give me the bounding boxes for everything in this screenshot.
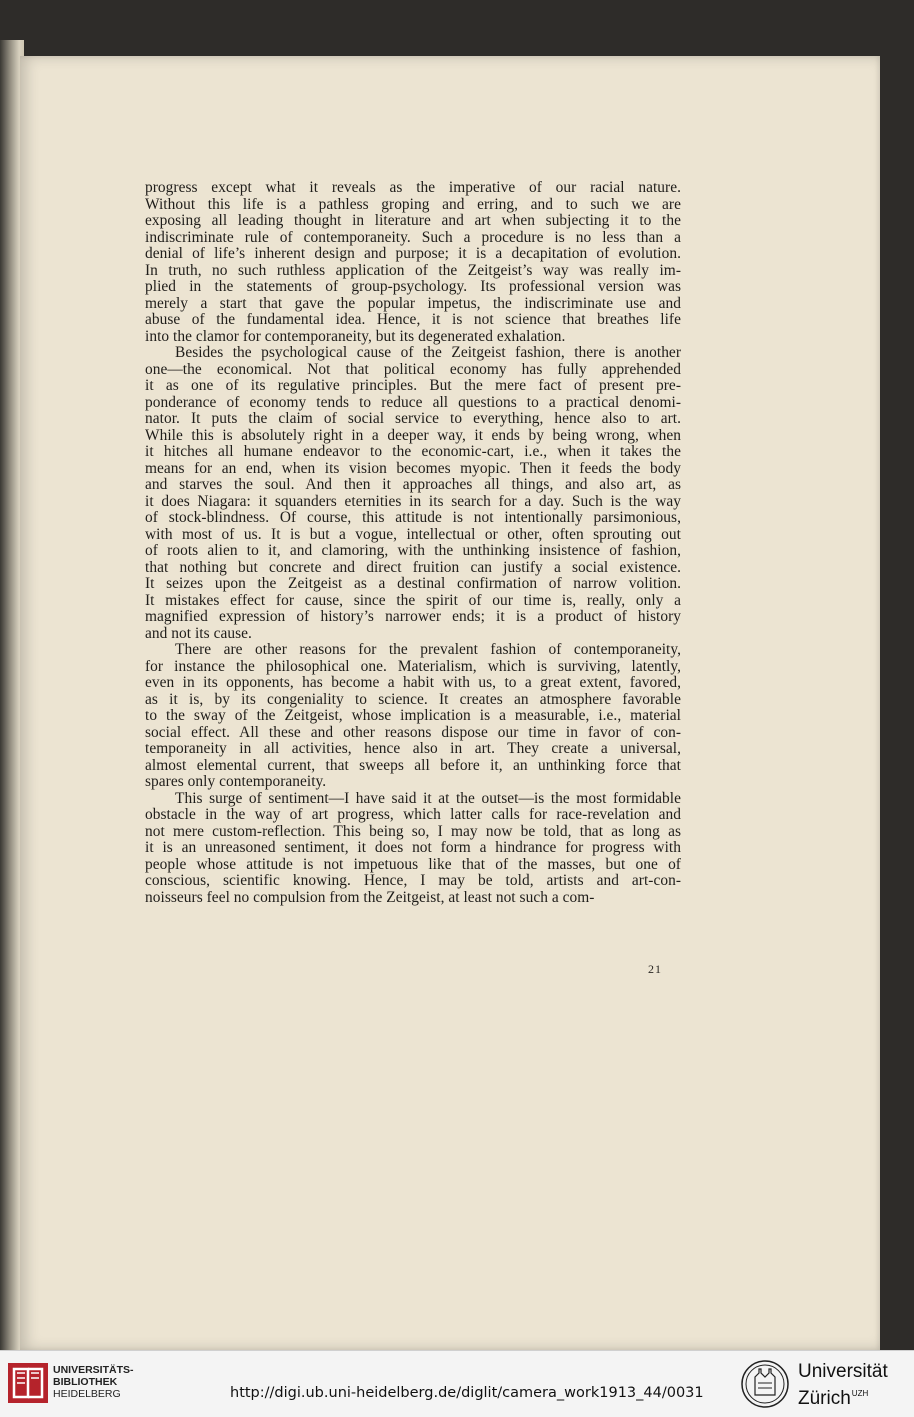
text-line: exposing all leading thought in literature and art when subjecting it to the xyxy=(145,212,681,229)
text-line: magnified expression of history’s narrower ends; it is a product of history xyxy=(145,608,681,625)
text-line: it does Niagara: it squanders eternities in its search for a day. Such is the way xyxy=(145,492,681,510)
text-line: almost elemental current, that sweeps all before it, an unthinking force that xyxy=(145,756,681,774)
text-line: social effect. All these and other reasons dispose our time in favor of con- xyxy=(145,723,681,741)
text-line: with most of us. It is but a vogue, intellectual or other, often sprouting out xyxy=(145,525,681,543)
text-line: conscious, scientific knowing. Hence, I may be told, artists and art-con- xyxy=(145,872,681,889)
text-line: There are other reasons for the prevalent fashion of contemporaneity, xyxy=(175,641,681,658)
text-line: people whose attitude is not impetuous like that of the masses, but one of xyxy=(145,855,681,873)
text-line: progress except what it reveals as the imperative of our racial nature. xyxy=(145,179,681,196)
text-line: abuse of the fundamental idea. Hence, it is not science that breathes life xyxy=(145,311,681,328)
text-line: ponderance of economy tends to reduce all questions to a practical denomi- xyxy=(145,393,681,411)
text-line: It seizes upon the Zeitgeist as a destinal confirmation of narrow volition. xyxy=(145,575,681,592)
uzh-name-line2 xyxy=(798,1383,888,1410)
body-text xyxy=(145,180,681,906)
text-line: It mistakes effect for cause, since the spirit of our time is, really, only a xyxy=(145,591,681,609)
book-page xyxy=(20,56,880,1350)
text-line: spares only contemporaneity. xyxy=(145,773,327,790)
text-line: means for an end, when its vision becomes myopic. Then it feeds the body xyxy=(145,459,681,477)
text-line: of roots alien to it, and clamoring, with the unthinking insistence of fashion, xyxy=(145,542,681,559)
text-line: into the clamor for contemporaneity, but its degenerated exhalation. xyxy=(145,327,566,345)
text-line: to the sway of the Zeitgeist, whose implication is a measurable, i.e., material xyxy=(145,707,681,724)
text-line: even in its opponents, has become a habit with us, to a great extent, favored, xyxy=(145,674,681,691)
ub-name-line2: BIBLIOTHEK xyxy=(53,1376,118,1388)
uzh-name-line1: Universität xyxy=(798,1361,888,1382)
text-line: and starves the soul. And then it approaches all things, and also art, as xyxy=(145,476,681,493)
ub-city: HEIDELBERG xyxy=(53,1388,121,1400)
uzh-abbrev: UZH xyxy=(851,1389,869,1398)
uzh-wordmark[interactable] xyxy=(798,1361,888,1410)
ub-name-line1: UNIVERSITÄTS- xyxy=(53,1364,134,1376)
text-line: indiscriminate rule of contemporaneity. Such a procedure is no less than a xyxy=(145,228,681,246)
text-line: of stock-blindness. Of course, this attitude is not intentionally parsimonious, xyxy=(145,509,681,526)
text-line: it as one of its regulative principles. But the mere fact of present pre- xyxy=(145,377,681,394)
text-line: temporaneity in all activities, hence also in art. They create a universal, xyxy=(145,740,681,757)
text-line: one—the economical. Not that political economy has fully apprehended xyxy=(145,360,681,378)
ub-heidelberg-logo-icon[interactable] xyxy=(8,1363,48,1403)
uzh-city: Zürich xyxy=(798,1388,851,1409)
text-line: noisseurs feel no compulsion from the Zeitgeist, at least not such a com- xyxy=(145,888,595,906)
text-line: and not its cause. xyxy=(145,624,252,642)
viewer-footer xyxy=(0,1350,914,1417)
permalink-url[interactable]: http://digi.ub.uni-heidelberg.de/diglit/camera_work1913_44/0031 xyxy=(230,1385,704,1401)
text-line: merely a start that gave the popular impetus, the indiscriminate use and xyxy=(145,294,681,312)
text-line: Without this life is a pathless groping and erring, and to such we are xyxy=(145,195,681,213)
text-line: This surge of sentiment—I have said it at the outset—is the most formidable xyxy=(175,789,681,807)
page-number: 21 xyxy=(648,962,662,976)
text-line: it hitches all humane endeavor to the economic-cart, i.e., when it takes the xyxy=(145,443,681,460)
ub-heidelberg-wordmark[interactable] xyxy=(53,1364,134,1400)
text-line: denial of life’s inherent design and purpose; it is a decapitation of evolution. xyxy=(145,245,681,262)
text-line: obstacle in the way of art progress, which latter calls for race-revelation and xyxy=(145,806,681,823)
text-line: While this is absolutely right in a deeper way, it ends by being wrong, when xyxy=(145,426,681,444)
text-line: In truth, no such ruthless application of the Zeitgeist’s way was really im- xyxy=(145,261,681,279)
text-line: not mere custom-reflection. This being so, I may now be told, that as long as xyxy=(145,822,681,840)
text-line: as it is, by its congeniality to science. It creates an atmosphere favorable xyxy=(145,690,681,708)
text-line: plied in the statements of group-psychology. Its professional version was xyxy=(145,278,681,295)
text-line: for instance the philosophical one. Materialism, which is surviving, latently, xyxy=(145,657,681,675)
uzh-seal-icon[interactable] xyxy=(740,1359,790,1409)
text-line: that nothing but concrete and direct fruition can justify a social existence. xyxy=(145,558,681,576)
text-line: it is an unreasoned sentiment, it does not form a hindrance for progress with xyxy=(145,839,681,856)
text-line: Besides the psychological cause of the Zeitgeist fashion, there is another xyxy=(175,344,681,361)
text-line: nator. It puts the claim of social service to everything, hence also to art. xyxy=(145,410,681,427)
